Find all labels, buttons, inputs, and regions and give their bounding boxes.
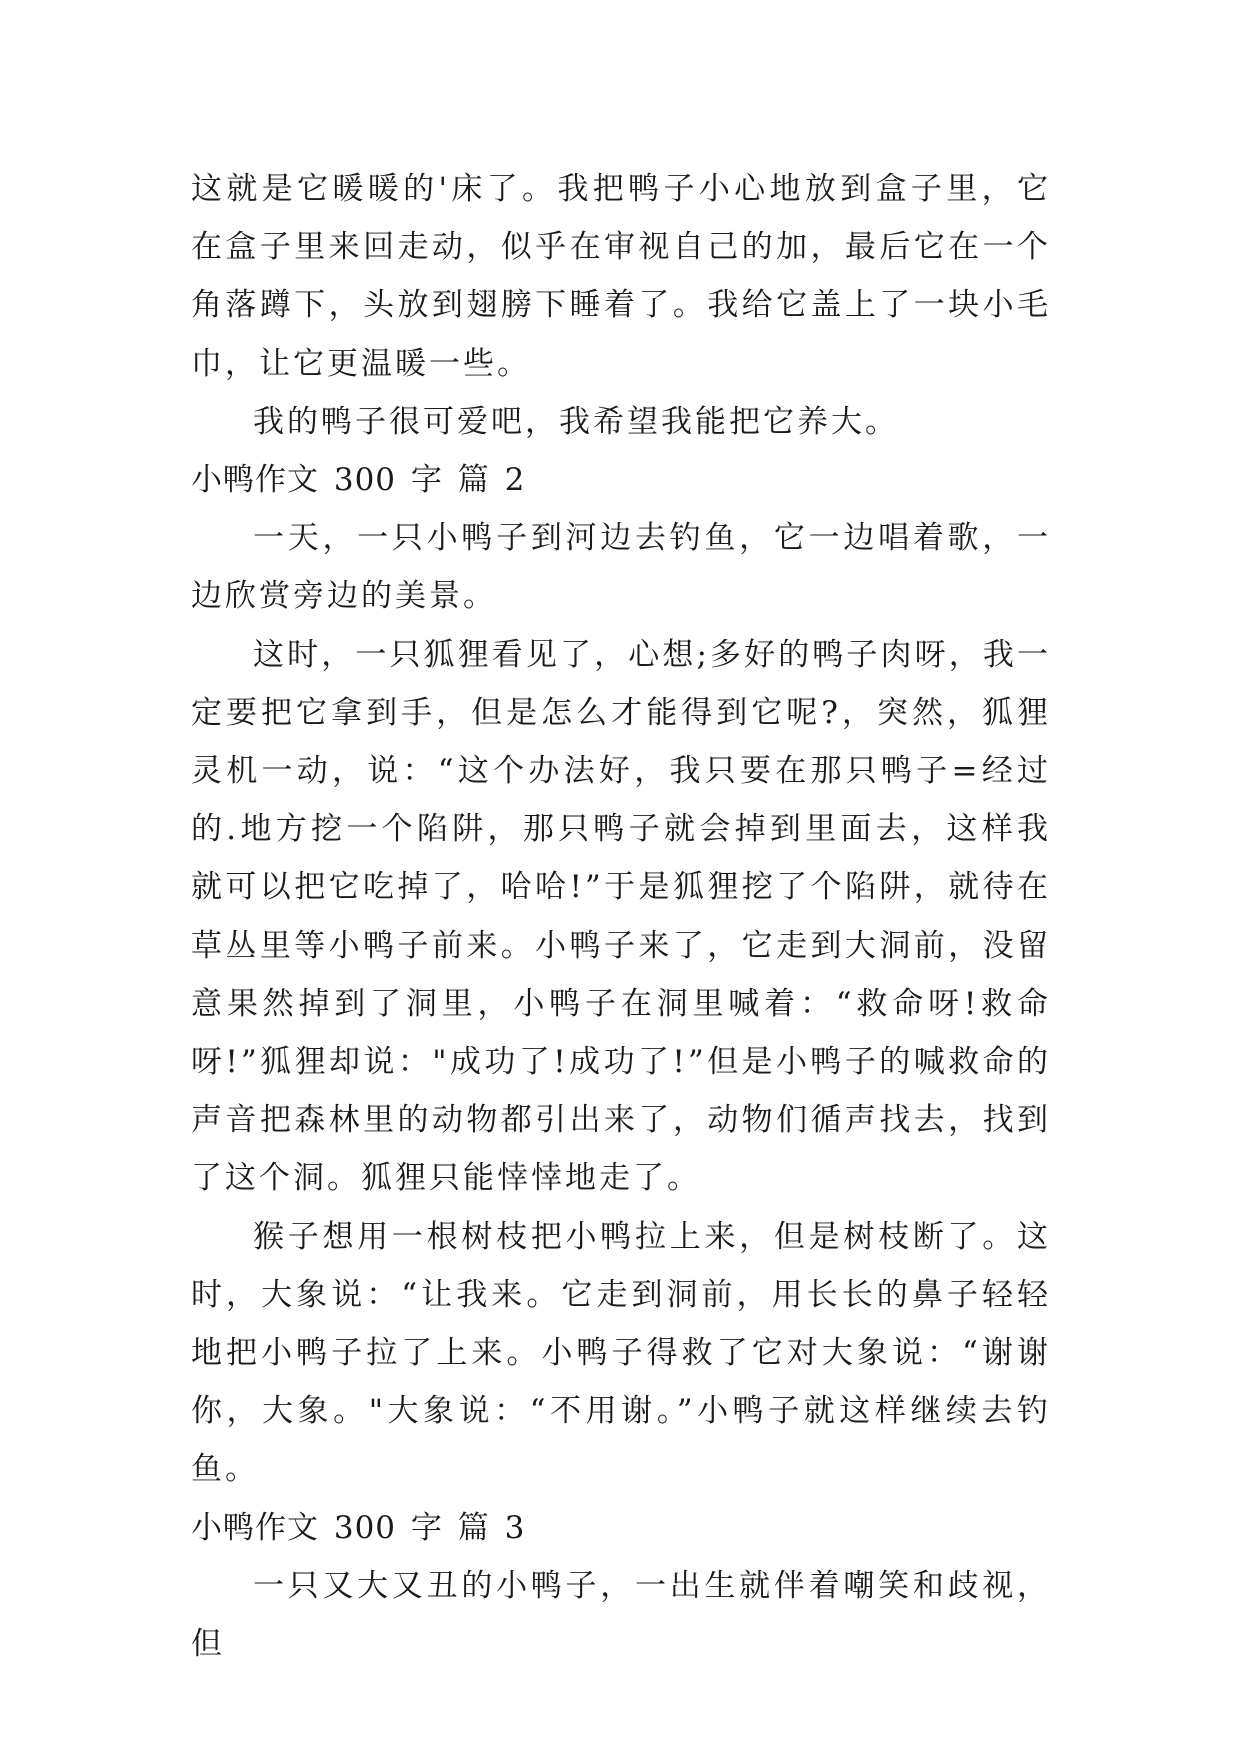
section-heading: 小鸭作文 300 字 篇 2 [191,462,526,499]
paragraph: 这时，一只狐狸看见了，心想;多好的鸭子肉呀，我一定要把它拿到手，但是怎么才能得到它呢?，突然，狐狸灵机一动，说：“这个办法好，我只要在那只鸭子=经过的.地方挖一个陷阱，那只鸭子就会掉到里面去，这样我就可以把它吃掉了，哈哈!”于是狐狸挖了个陷阱，就待在草丛里等小鸭子前来。小鸭子来了，它走到大洞前，没留意果然掉到了洞里，小鸭子在洞里喊着：“救命呀!救命呀!”狐狸却说："成功了!成功了!”但是小鸭子的喊救命的声音把森林里的动物都引出来了，动物们循声找去，找到了这个洞。狐狸只能悻悻地走了。 [191,636,1051,1197]
paragraph: 我的鸭子很可爱吧，我希望我能把它养大。 [253,403,899,440]
paragraph: 这就是它暖暖的'床了。我把鸭子小心地放到盒子里，它在盒子里来回走动，似乎在审视自己的加，最后它在一个角落蹲下，头放到翅膀下睡着了。我给它盖上了一块小毛巾，让它更温暖一些。 [191,171,1051,382]
document-page [191,160,1051,1673]
paragraph: 一只又大又丑的小鸭子，一出生就伴着嘲笑和歧视，但 [191,1567,1051,1663]
paragraph: 一天，一只小鸭子到河边去钓鱼，它一边唱着歌，一边欣赏旁边的美景。 [191,520,1051,615]
paragraph: 猴子想用一根树枝把小鸭拉上来，但是树枝断了。这时，大象说：“让我来。它走到洞前，用长长的鼻子轻轻地把小鸭子拉了上来。小鸭子得救了它对大象说：“谢谢你，大象。"大象说：“不用谢。”小鸭子就这样继续去钓鱼。 [191,1218,1051,1488]
section-heading: 小鸭作文 300 字 篇 3 [191,1509,526,1546]
